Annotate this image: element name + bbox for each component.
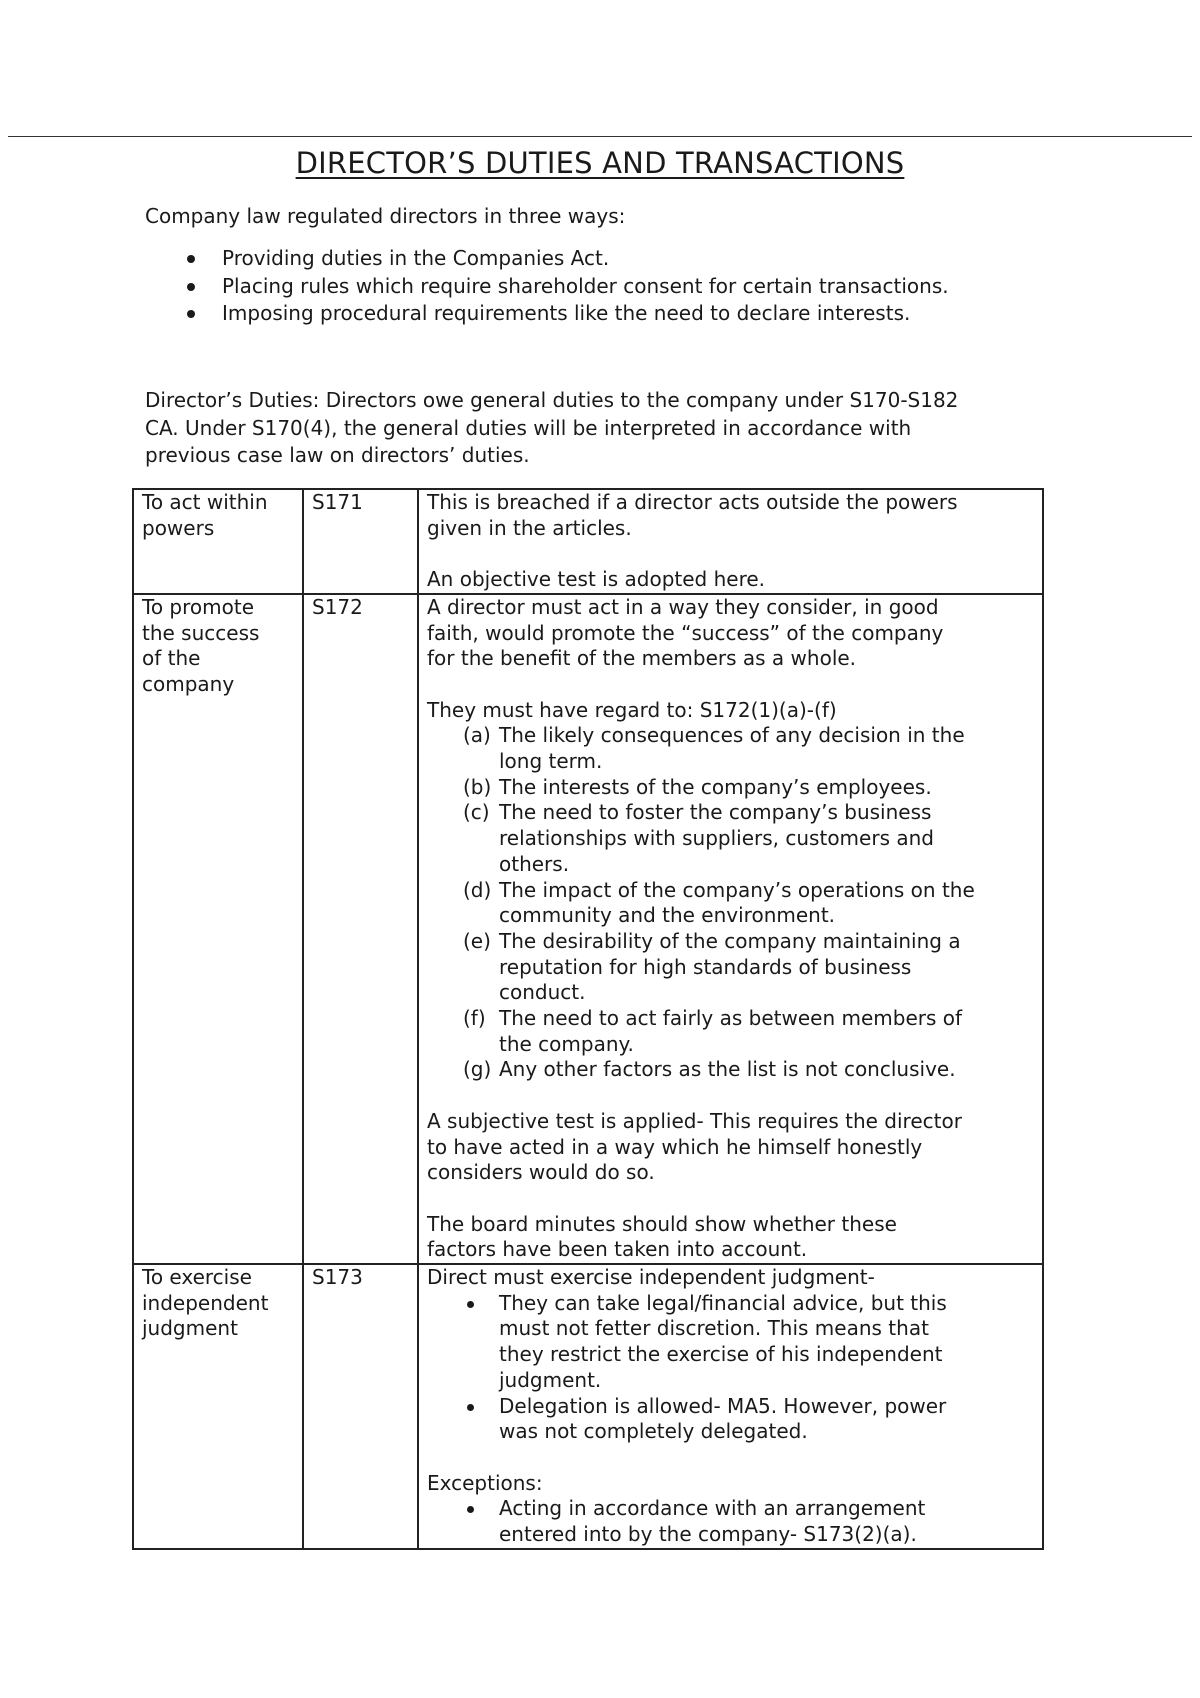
list-item: (c) The need to foster the company’s business relationships with suppliers, customers and others. — [463, 800, 934, 876]
list-item: Placing rules which require shareholder consent for certain transactions. — [145, 273, 949, 301]
list-item: (d) The impact of the company’s operations on the community and the environment. — [463, 877, 975, 928]
duty-cell: To promote the success of the company — [133, 594, 303, 1264]
directors-duties-paragraph: Director’s Duties: Directors owe general duties to the company under S170-S182 CA. Under S170(4), the general duties will be interpreted in accordance with previous case law on directors’ duties. — [145, 388, 959, 467]
list-item: Acting in accordance with an arrangement entered into by the company- S173(2)(a). — [427, 1496, 1034, 1547]
bullet-icon — [187, 310, 195, 318]
duty-cell: To act within powers — [133, 489, 303, 594]
section-cell: S171 — [303, 489, 418, 594]
list-item: (a) The likely consequences of any decision in the long term. — [463, 723, 965, 773]
section-cell: S172 — [303, 594, 418, 1264]
section-cell: S173 — [303, 1264, 418, 1549]
list-item: (b) The interests of the company’s employees. — [463, 774, 932, 799]
table-row — [133, 489, 1043, 594]
bullet-icon — [187, 283, 195, 291]
description-cell: Direct must exercise independent judgment- They can take legal/financial advice, but this must not fetter discretion. This means that they restrict the exercise of his independent judgment. Delegation is allowed- MA5. However, power was not completely delegated. Exceptions: Acting in accordance with an arrangement entered into by the company- S173(2)(a). — [418, 1264, 1043, 1549]
bullet-icon — [467, 1506, 474, 1513]
intro-text: Company law regulated directors in three ways: — [145, 204, 626, 228]
bullet-icon — [467, 1301, 474, 1308]
list-item: Imposing procedural requirements like the need to declare interests. — [145, 300, 949, 328]
list-item: (f) The need to act fairly as between members of the company. — [463, 1006, 963, 1056]
table-row — [133, 594, 1043, 1264]
description-cell: This is breached if a director acts outside the powers given in the articles. An objective test is adopted here. — [418, 489, 1043, 594]
bullet-icon — [187, 255, 195, 263]
document-title: DIRECTOR’S DUTIES AND TRANSACTIONS — [295, 146, 905, 180]
list-item: Delegation is allowed- MA5. However, power was not completely delegated. — [427, 1394, 1034, 1445]
description-cell: A director must act in a way they consider, in good faith, would promote the “success” of the company for the benefit of the members as a whole. They must have regard to: S172(1)(a)-(f) (a) The likely consequences of any decision in the long term. (b) The interests of the company’s employees. (c) The need to foster the company’s business relationships with suppliers, customers and others. (d) The impact of the company’s operations on the community and the environment. (e) The desirability of the company maintaining a reputation for high standards of business conduct. (f) The need to act fairly as between members of the company. (g) Any other factors as the list is not conclusive. A subjective test is applied- This requires the director to have acted in a way which he himself honestly considers would do so. The board minutes should show whether these factors have been taken into account. — [418, 594, 1043, 1264]
duties-table — [132, 488, 1044, 1550]
list-item: (g) Any other factors as the list is not conclusive. — [463, 1057, 956, 1082]
bullet-icon — [467, 1404, 474, 1411]
duty-cell: To exercise independent judgment — [133, 1264, 303, 1549]
header-rule — [8, 136, 1192, 137]
list-item: Providing duties in the Companies Act. — [145, 245, 949, 273]
list-item: (e) The desirability of the company maintaining a reputation for high standards of business conduct. — [463, 928, 961, 1005]
list-item: They can take legal/financial advice, but this must not fetter discretion. This means that they restrict the exercise of his independent judgment. — [427, 1291, 1034, 1394]
regulation-list — [145, 245, 949, 328]
table-row — [133, 1264, 1043, 1549]
